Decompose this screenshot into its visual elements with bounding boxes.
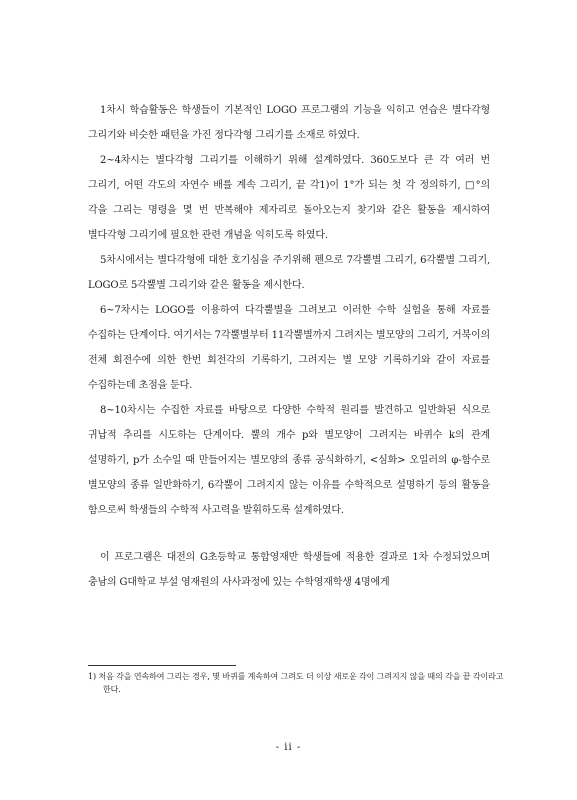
paragraph-session-5: 5차시에서는 별다각형에 대한 호기심을 주기위해 펜으로 7각뿔별 그리기, 6각뿔별 그리기, LOGO로 5각뿔별 그리기와 같은 활동을 제시한다.	[88, 255, 490, 291]
footnote-divider	[88, 665, 236, 666]
paragraph-session-6-7: 6~7차시는 LOGO를 이용하여 다각뿔별을 그려보고 이러한 수학 실험을 통해 자료를 수집하는 단계이다. 여기서는 7각뿔별부터 11각뿔별까지 그려지는 별모양의 그리기, 거북이의 전체 회전수에 의한 한번 회전각의 기록하기, 그려지는 별 모양 기록하기와 같이 자료를 수집하는데 초점을 둔다.	[88, 305, 490, 391]
paragraph-session-2-4: 2~4차시는 별다각형 그리기를 이해하기 위해 설계하였다. 360도보다 큰 각 여러 번 그리기, 어떤 각도의 자연수 배를 계속 그리기, 끝 각1)이 1°가 되는 첫 각 정의하기, □°의 각을 그리는 명령을 몇 번 반복해야 제자리로 돌아오는지 찾기와 같은 활동을 제시하여 별다각형 그리기에 필요한 관련 개념을 익히도록 하였다.	[88, 155, 491, 241]
paragraph-session-1: 1차시 학습활동은 학생들이 기본적인 LOGO 프로그램의 기능을 익히고 연습은 별다각형 그리기와 비슷한 패턴을 가진 정다각형 그리기를 소재로 하였다.	[88, 105, 490, 141]
footnote-1: 1) 처음 각을 연속하여 그리는 경우, 몇 바퀴를 계속하여 그려도 더 이상 새로운 각이 그려지지 않을 때의 각을 끝 각이라고 한다.	[88, 672, 504, 694]
paragraph-gap	[88, 523, 490, 545]
paragraph-program-application: 이 프로그램은 대전의 G초등학교 통합영재반 학생들에 적용한 결과로 1차 수정되었으며 충남의 G대학교 부설 영재원의 사사과정에 있는 수학영재학생 4명에게	[88, 552, 490, 588]
body-text	[88, 98, 490, 595]
page-number: - ii -	[275, 742, 302, 753]
paragraph-session-8-10: 8~10차시는 수집한 자료를 바탕으로 다양한 수학적 원리를 발견하고 일반화된 식으로 귀납적 추리를 시도하는 단계이다. 뿔의 개수 p와 별모양이 그려지는 바퀴수 k의 관계 설명하기, p가 소수일 때 만들어지는 별모양의 종류 공식화하기, <심화> 오일러의 φ-함수로 별모양의 종류 일반화하기, 6각뿔이 그려지지 않는 이유를 수학적으로 설명하기 등의 활동을 함으로써 학생들의 수학적 사고력을 발휘하도록 설계하였다.	[88, 405, 490, 516]
